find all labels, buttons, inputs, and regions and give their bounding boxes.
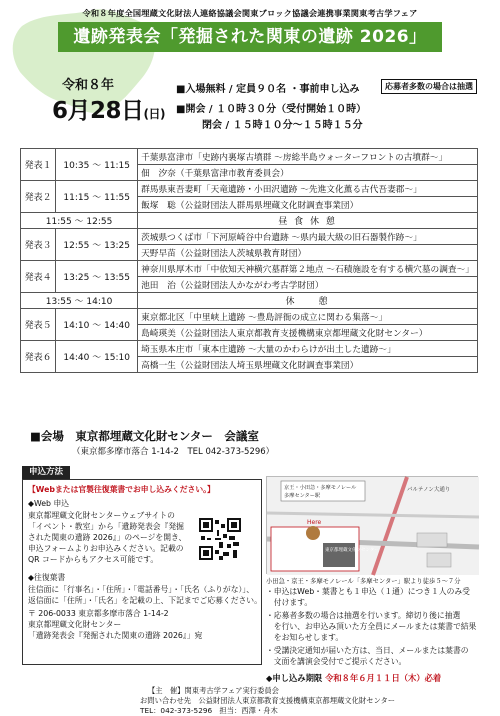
- apply-box: [22, 479, 262, 665]
- talk-row: [21, 341, 478, 357]
- event-series-line: 令和８年度全国埋蔵文化財法人連絡協議会関東ブロック協議会連携事業関東考古学フェア: [82, 8, 418, 18]
- talk-time: 12:55 ～ 13:25: [56, 229, 138, 261]
- apply-recipient: 東京都埋蔵文化財センター: [28, 620, 122, 629]
- apply-text: 申込フォームよりお申込みください。記載の: [28, 544, 184, 553]
- break-row: [21, 213, 478, 229]
- talk-speaker: 天野早苗（公益財団法人茨城県教育財団）: [138, 245, 478, 261]
- talk-row: [21, 149, 478, 165]
- apply-text: QR コードからもアクセス可能です。: [28, 555, 159, 564]
- contact: お問い合わせ先 公益財団法人東京都教育支援機構東京都埋蔵文化財センター: [140, 696, 396, 705]
- apply-text: された関東の遺跡 2026』」のページを開き、: [28, 533, 187, 542]
- talk-time: 14:40 ～ 15:10: [56, 341, 138, 373]
- talk-title: 茨城県つくば市「下河原崎谷中台遺跡 ～県内最大級の旧石器製作跡～」: [138, 229, 478, 245]
- map-road-label: パルテノン大通り: [407, 487, 451, 493]
- talk-row: [21, 261, 478, 277]
- program-table: [20, 148, 478, 373]
- organizer: 【主 催】関東考古学フェア実行委員会: [148, 686, 279, 695]
- lunch-time: 11:55 ～ 12:55: [21, 213, 138, 229]
- rest-label: 休 憩: [138, 293, 478, 309]
- date-day: [52, 92, 165, 125]
- closing-time: 閉会 / １５時１０分～１５時１５分: [202, 120, 363, 131]
- talk-title: 千葉県富津市「史跡内裏塚古墳群 ～房総半島ウォーターフロントの古墳群～」: [138, 149, 478, 165]
- talk-label: 発表３: [21, 229, 56, 261]
- note-line: 付けます。: [266, 598, 313, 607]
- talk-label: 発表１: [21, 149, 56, 181]
- deadline-value: 令和８年６月１１日（木）必着: [325, 673, 442, 683]
- date-day-number: 6月28日: [52, 98, 144, 124]
- venue-line: ■会場 東京都埋蔵文化財センター 会議室: [30, 429, 259, 443]
- talk-row: [21, 309, 478, 325]
- map-building-label: 東京都埋蔵文化財センター: [325, 548, 379, 553]
- postcard-apply-heading: ◆往復葉書: [28, 573, 66, 582]
- map-station-label: 京王・小田急・多摩モノレール: [284, 485, 357, 491]
- break-row: [21, 293, 478, 309]
- apply-postal-address: 〒 206-0033 東京都多摩市落合 1-14-2: [28, 609, 169, 618]
- apply-text: 往信面に「行事名」・「住所」・「電話番号」・「氏名（ふりがな）」、: [28, 585, 255, 594]
- apply-text: 東京都埋蔵文化財センターウェブサイトの: [28, 511, 175, 520]
- admission-info: ■入場無料 / 定員９０名 ・事前申し込み: [176, 84, 360, 95]
- map-caption: 小田急・京王・多摩モノレール「多摩センター」駅より徒歩５～７分: [266, 578, 461, 585]
- apply-heading: 申込方法: [22, 466, 70, 479]
- opening-time: ■開会 / １０時３０分（受付開始１０時）: [176, 104, 367, 115]
- talk-speaker: 池田 治（公益財団法人かながわ考古学財団）: [138, 277, 478, 293]
- access-map-graphic: [267, 477, 479, 575]
- date-year: 令和８年: [62, 78, 115, 93]
- talk-time: 10:35 ～ 11:15: [56, 149, 138, 181]
- talk-speaker: 高橋一生（公益財団法人埼玉県埋蔵文化財調査事業団）: [138, 357, 478, 373]
- apply-text: 「イベント・教室」から「遺跡発表会『発掘: [28, 522, 184, 531]
- talk-title: 群馬県東吾妻町「天竜遺跡・小田沢遺跡 ～先進文化薫る古代吾妻郡～」: [138, 181, 478, 197]
- contact-tel: TEL：042-373-5296 担当：西澤・舟木: [140, 706, 278, 715]
- talk-title: 埼玉県本庄市「東本庄遺跡 ～大量のかわらけが出土した遺跡～」: [138, 341, 478, 357]
- talk-row: [21, 181, 478, 197]
- note-line: を行い、お申込み頂いた方全員にメールまたは葉書で結果: [266, 622, 477, 631]
- talk-title: 神奈川県厚木市「中依知天神横穴墓群第２地点 ～石積施設を有する横穴墓の調査～」: [138, 261, 478, 277]
- talk-time: 11:15 ～ 11:55: [56, 181, 138, 213]
- talk-time: 13:25 ～ 13:55: [56, 261, 138, 293]
- talk-speaker: 佃 汐奈（千葉県富津市教育委員会）: [138, 165, 478, 181]
- deadline: [266, 672, 441, 684]
- talk-label: 発表５: [21, 309, 56, 341]
- event-title: 遺跡発表会「発掘された関東の遺跡 2026」: [58, 22, 442, 52]
- talk-label: 発表２: [21, 181, 56, 213]
- note-line: ・申込はWeb・葉書とも１申込（１通）につき１人のみ受: [266, 587, 470, 596]
- rest-time: 13:55 ～ 14:10: [21, 293, 138, 309]
- venue-address: （東京都多摩市落合 1-14-2 TEL 042-373-5296）: [72, 447, 275, 457]
- talk-speaker: 飯塚 聡（公益財団法人群馬県埋蔵文化財調査事業団）: [138, 197, 478, 213]
- talk-row: [21, 229, 478, 245]
- talk-speaker: 島崎瑛美（公益財団法人東京都教育支援機構東京都埋蔵文化財センター）: [138, 325, 478, 341]
- talk-label: 発表４: [21, 261, 56, 293]
- lottery-badge: 応募者多数の場合は抽選: [381, 79, 477, 94]
- note-line: ・応募者多数の場合は抽選を行います。締切り後に抽選: [266, 611, 461, 620]
- talk-title: 東京都北区「中里峡上遺跡 ～豊島評衙の成立に関わる集落～」: [138, 309, 478, 325]
- note-line: 文面を講演会受付でご提示ください。: [266, 657, 407, 666]
- deadline-label: ◆申し込み期限: [266, 673, 323, 683]
- web-apply-heading: ◆Web 申込: [28, 499, 70, 508]
- date-weekday: (日): [143, 107, 165, 121]
- apply-text: 返信面に「住所」・「氏名」を記載の上、下記までご応募ください。: [28, 596, 262, 605]
- note-line: をお知らせします。: [266, 633, 344, 642]
- location-marker-icon: [306, 526, 320, 540]
- lunch-label: 昼 食 休 憩: [138, 213, 478, 229]
- apply-intro: 【Webまたは官製往復葉書でお申し込みください。】: [28, 485, 215, 494]
- apply-recipient-event: 「遺跡発表会『発掘された関東の遺跡 2026』」宛: [28, 631, 203, 640]
- talk-label: 発表６: [21, 341, 56, 373]
- map-station-label-2: 多摩センター駅: [284, 493, 321, 499]
- access-map: [266, 476, 478, 574]
- map-here-label: Here: [307, 519, 322, 526]
- talk-time: 14:10 ～ 14:40: [56, 309, 138, 341]
- note-line: ・受講決定通知が届いた方は、当日、メールまたは葉書の: [266, 646, 469, 655]
- qr-code-icon[interactable]: [199, 518, 241, 560]
